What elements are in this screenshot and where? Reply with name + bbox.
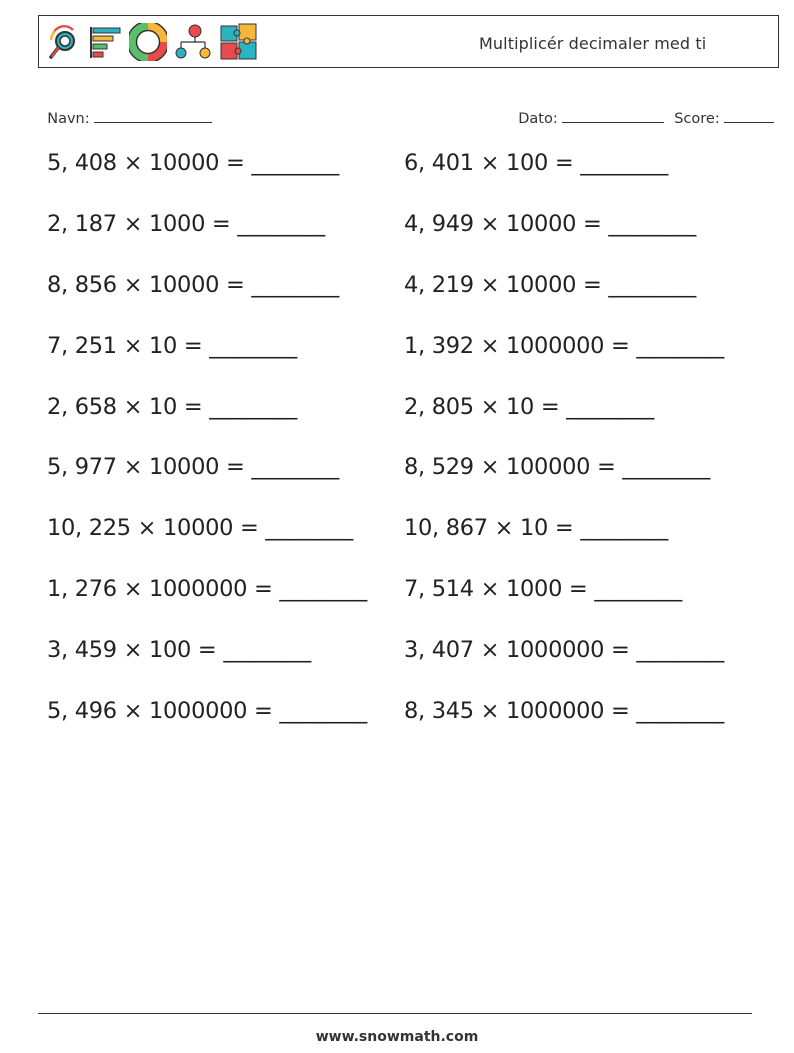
name-line[interactable] [94,109,212,123]
problem-16: 7, 514 × 1000 = ________ [404,576,682,602]
score-label: Score: [674,111,720,127]
name-field [38,93,212,127]
worksheet-header [38,15,779,68]
problem-10: 2, 805 × 10 = ________ [404,394,654,420]
problem-2: 6, 401 × 100 = ________ [404,150,668,176]
donut-chart-icon [129,23,167,61]
problem-15: 1, 276 × 1000000 = ________ [47,576,367,602]
puzzle-icon [219,23,259,61]
tree-diagram-icon [173,24,213,60]
problem-8: 1, 392 × 1000000 = ________ [404,333,724,359]
score-field [665,93,774,127]
problem-7: 7, 251 × 10 = ________ [47,333,297,359]
problem-3: 2, 187 × 1000 = ________ [47,211,325,237]
problem-1: 5, 408 × 10000 = ________ [47,150,339,176]
problem-18: 3, 407 × 1000000 = ________ [404,637,724,663]
worksheet-title: Multiplicér decimaler med ti [479,34,707,53]
name-label: Navn: [47,111,90,127]
bar-chart-icon [87,24,123,60]
date-line[interactable] [562,109,664,123]
problem-19: 5, 496 × 1000000 = ________ [47,698,367,724]
problem-4: 4, 949 × 10000 = ________ [404,211,696,237]
date-label: Dato: [518,111,558,127]
problem-12: 8, 529 × 100000 = ________ [404,454,710,480]
problem-6: 4, 219 × 10000 = ________ [404,272,696,298]
header-icons [47,21,259,63]
problem-5: 8, 856 × 10000 = ________ [47,272,339,298]
problem-9: 2, 658 × 10 = ________ [47,394,297,420]
problem-13: 10, 225 × 10000 = ________ [47,515,353,541]
footer-divider [38,1013,752,1014]
problem-17: 3, 459 × 100 = ________ [47,637,311,663]
problem-20: 8, 345 × 1000000 = ________ [404,698,724,724]
footer-url[interactable]: www.snowmath.com [315,1029,479,1045]
problem-11: 5, 977 × 10000 = ________ [47,454,339,480]
score-line[interactable] [724,109,774,123]
problem-14: 10, 867 × 10 = ________ [404,515,668,541]
magnifier-chart-icon [47,24,81,60]
date-field [509,93,664,127]
